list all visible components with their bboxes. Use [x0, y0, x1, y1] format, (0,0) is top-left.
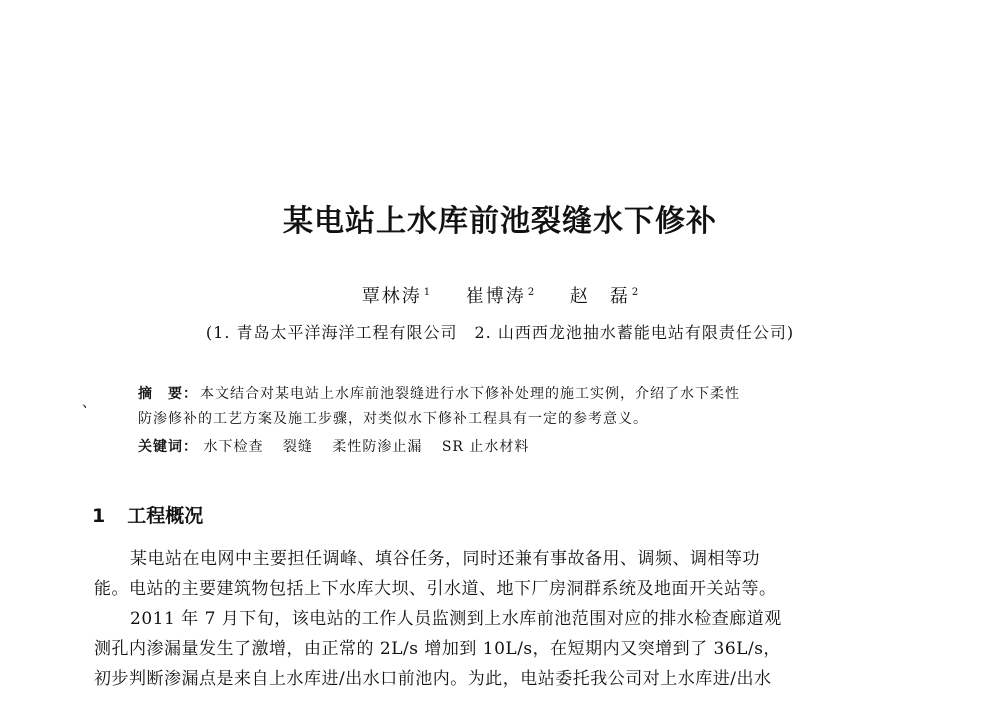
author — [362, 282, 430, 308]
keyword: 柔性防渗止漏 — [332, 439, 423, 455]
paper-title: 某电站上水库前池裂缝水下修补 — [283, 204, 717, 239]
author-list — [0, 282, 1000, 308]
body-line: 某电站在电网中主要担任调峰、填谷任务，同时还兼有事故备用、调频、调相等功 — [130, 549, 760, 569]
author — [570, 282, 638, 308]
abstract-text: 本文结合对某电站上水库前池裂缝进行水下修补处理的施工实例，介绍了水下柔性 — [200, 386, 740, 402]
section-number: 1 — [92, 505, 106, 527]
keyword: 水下检查 — [203, 439, 264, 455]
author-affiliation-mark: 2 — [527, 287, 535, 298]
abstract-line: 防渗修补的工艺方案及施工步骤，对类似水下修补工程具有一定的参考意义。 — [138, 411, 648, 427]
keywords — [138, 436, 543, 456]
body-line: 测孔内渗漏量发生了激增，由正常的 2L/s 增加到 10L/s，在短期内又突增到了 36L/s， — [94, 639, 781, 659]
author-name: 崔博涛 — [465, 286, 526, 307]
section-heading — [92, 501, 203, 528]
abstract-label: 摘 要： — [138, 386, 198, 402]
keyword: SR 止水材料 — [441, 439, 530, 455]
stray-mark: 、 — [82, 395, 96, 411]
author — [466, 282, 534, 308]
body-line: 2011 年 7 月下旬，该电站的工作人员监测到上水库前池范围对应的排水检查廊道观 — [130, 609, 782, 629]
abstract-line — [138, 382, 858, 407]
keywords-label: 关键词： — [138, 439, 198, 455]
author-name: 覃林涛 — [361, 286, 422, 307]
keyword: 裂缝 — [282, 439, 313, 455]
body-line: 能。电站的主要建筑物包括上下水库大坝、引水道、地下厂房洞群系统及地面开关站等。 — [94, 579, 777, 599]
section-title: 工程概况 — [127, 505, 204, 527]
abstract — [138, 382, 858, 432]
author-name: 赵 磊 — [569, 286, 630, 307]
affiliations: (1. 青岛太平洋海洋工程有限公司 2. 山西西龙池抽水蓄能电站有限责任公司) — [205, 323, 795, 342]
body-line: 初步判断渗漏点是来自上水库进/出水口前池内。为此，电站委托我公司对上水库进/出水 — [94, 669, 772, 689]
author-affiliation-mark: 2 — [631, 287, 639, 298]
body-text — [94, 544, 890, 694]
author-affiliation-mark: 1 — [423, 287, 431, 298]
